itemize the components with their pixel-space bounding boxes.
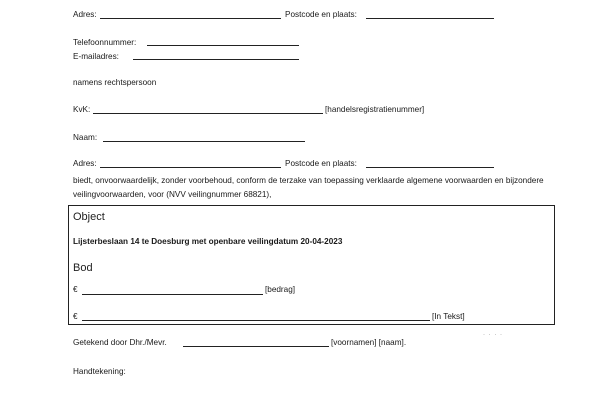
object-description: Lijsterbeslaan 14 te Doesburg met openbare veilingdatum 20-04-2023	[73, 237, 343, 246]
euro-sign-amount: €	[73, 285, 78, 294]
bid-paragraph: biedt, onvoorwaardelijk, zonder voorbehoud, conform de terzake van toepassing verklaarde algemene voorwaarden en bijzondere veilingvoorwaarden, voor (NVV veilingnummer 68821),	[73, 176, 544, 199]
bid-amount-hint: [bedrag]	[265, 285, 296, 294]
name-label: Naam:	[73, 133, 98, 142]
scan-specks: · · · ·	[483, 332, 503, 338]
bid-heading: Bod	[73, 262, 93, 274]
signed-by-hint: [voornamen] [naam].	[331, 338, 407, 347]
postcode-field-2[interactable]	[366, 167, 494, 168]
name-field[interactable]	[103, 141, 305, 142]
object-bid-box	[68, 205, 555, 325]
bid-text-field[interactable]	[82, 320, 430, 321]
signature-label: Handtekening:	[73, 367, 126, 376]
kvk-field[interactable]	[93, 113, 323, 114]
address-label-2: Adres:	[73, 159, 97, 168]
email-label: E-mailadres:	[73, 52, 119, 61]
signed-by-field[interactable]	[183, 346, 329, 347]
postcode-label: Postcode en plaats:	[285, 10, 357, 19]
kvk-label: KvK:	[73, 105, 91, 114]
bid-text-hint: [In Tekst]	[432, 312, 465, 321]
kvk-hint: [handelsregistratienummer]	[325, 105, 425, 114]
phone-label: Telefoonnummer:	[73, 38, 137, 47]
address-label: Adres:	[73, 10, 97, 19]
phone-field[interactable]	[147, 45, 299, 46]
on-behalf-label: namens rechtspersoon	[73, 78, 157, 87]
postcode-field[interactable]	[366, 18, 494, 19]
postcode-label-2: Postcode en plaats:	[285, 159, 357, 168]
email-field[interactable]	[133, 59, 299, 60]
bid-amount-field[interactable]	[82, 294, 263, 295]
signed-by-label: Getekend door Dhr./Mevr.	[73, 338, 167, 347]
address-field[interactable]	[100, 18, 281, 19]
euro-sign-text: €	[73, 312, 78, 321]
address-field-2[interactable]	[100, 167, 281, 168]
object-heading: Object	[73, 211, 105, 223]
